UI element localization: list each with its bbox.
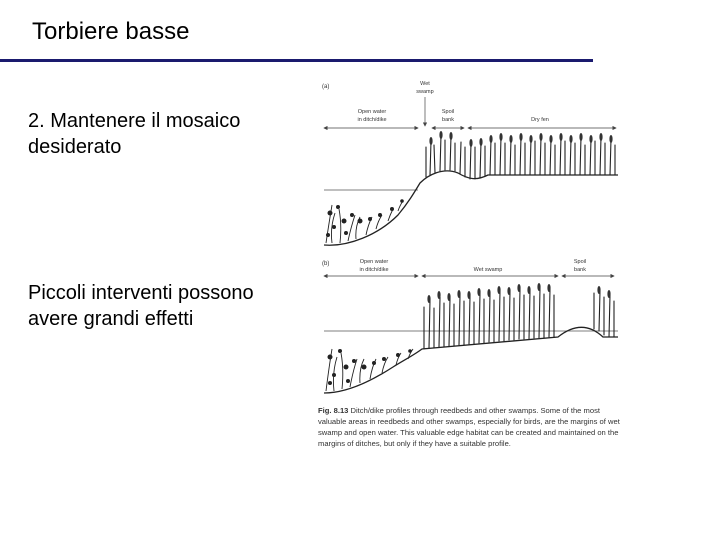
panel-a	[322, 81, 618, 245]
panel-a-spoil-bank-label-1: Spoil	[441, 109, 455, 115]
panel-b-spoil-bank-label-2: bank	[574, 267, 586, 273]
panel-a-tag: (a)	[322, 84, 330, 90]
ditch-profile-figure	[318, 75, 628, 460]
title-underline	[0, 59, 593, 62]
ditch-profile-diagram	[318, 75, 628, 405]
figure-caption-text: Ditch/dike profiles through reedbeds and other swamps. Some of the most valuable areas in reedbeds and other swamps, especially for birds, are the margins of wet swamp and open water. This valuable edge habitat can be created and maintained on the margins of ditches, but only if they have a suitable profile.	[318, 406, 620, 448]
figure-caption-label: Fig. 8.13	[318, 406, 349, 415]
panel-a-open-water-label-1: Open water	[357, 109, 387, 115]
panel-a-spoil-bank-label-2: bank	[442, 117, 454, 123]
panel-a-dry-fen-label: Dry fen	[531, 117, 549, 123]
panel-b-open-water-label-1: Open water	[359, 259, 389, 265]
panel-b-spoil-bank-label-1: Spoil	[573, 259, 587, 265]
panel-a-wet-swamp-label-1: Wet	[420, 81, 430, 87]
panel-b	[322, 259, 618, 393]
panel-b-wet-swamp-label: Wet swamp	[473, 267, 503, 273]
slide-title: Torbiere basse	[32, 18, 190, 45]
body-point-2: Piccoli interventi possono avere grandi effetti	[28, 282, 254, 330]
body-point-1: 2. Mantenere il mosaico desiderato	[28, 110, 241, 158]
panel-b-open-water-label-2: in ditch/dike	[359, 267, 389, 273]
panel-a-open-water-label-2: in ditch/dike	[357, 117, 387, 123]
panel-b-tag: (b)	[322, 261, 330, 267]
panel-a-wet-swamp-label-2: swamp	[416, 89, 434, 95]
figure-caption	[318, 405, 630, 449]
